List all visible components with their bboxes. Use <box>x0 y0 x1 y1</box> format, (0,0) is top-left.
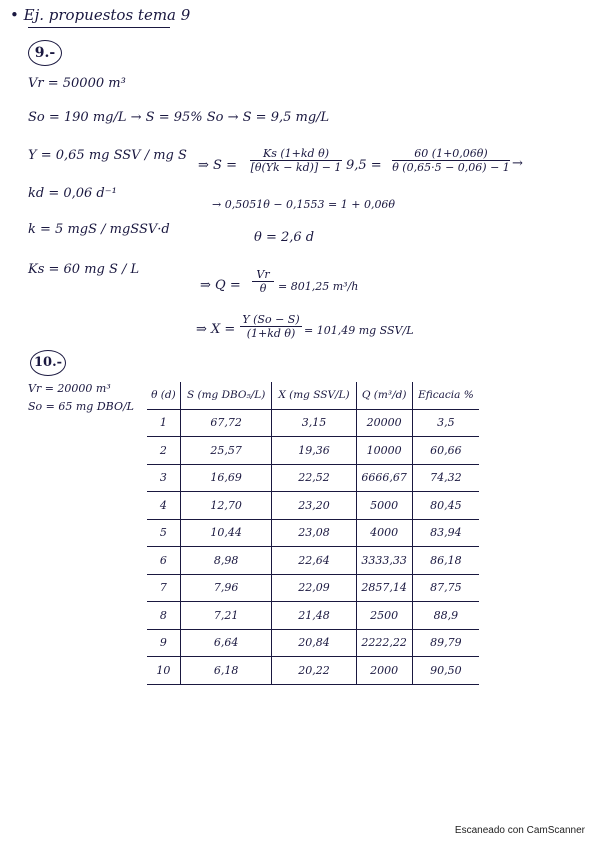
ex9-kd: kd = 0,06 d⁻¹ <box>28 186 117 201</box>
table-cell: 6,18 <box>180 657 272 685</box>
table-row <box>147 409 479 437</box>
x-lhs: ⇒ X = <box>196 322 236 337</box>
table-cell: 20,84 <box>272 629 356 657</box>
table-cell: 10000 <box>356 437 412 465</box>
ex9-ks: Ks = 60 mg S / L <box>28 262 140 277</box>
exercise-9-number: 9.- <box>28 40 62 66</box>
table-cell: 5 <box>147 519 180 547</box>
col-header-efficacy: Eficacia % <box>412 382 479 409</box>
q-result: = 801,25 m³/h <box>278 280 359 293</box>
table-cell: 6,64 <box>180 629 272 657</box>
table-cell: 20000 <box>356 409 412 437</box>
table-cell: 88,9 <box>412 602 479 630</box>
col-header-s: S (mg DBO₅/L) <box>180 382 272 409</box>
table-row <box>147 437 479 465</box>
table-cell: 8 <box>147 602 180 630</box>
q-fraction <box>252 268 274 295</box>
table-cell: 2500 <box>356 602 412 630</box>
table-cell: 4000 <box>356 519 412 547</box>
table-row <box>147 657 479 685</box>
col-header-theta: θ (d) <box>147 382 180 409</box>
x-fraction <box>240 313 302 340</box>
col-header-x: X (mg SSV/L) <box>272 382 356 409</box>
table-cell: 74,32 <box>412 464 479 492</box>
table-cell: 83,94 <box>412 519 479 547</box>
s-substitution-denominator: θ (0,65·5 − 0,06) − 1 <box>392 161 510 175</box>
table-cell: 16,69 <box>180 464 272 492</box>
table-cell: 5000 <box>356 492 412 520</box>
table-cell: 21,48 <box>272 602 356 630</box>
table-cell: 60,66 <box>412 437 479 465</box>
table-row <box>147 602 479 630</box>
results-table <box>147 382 479 685</box>
table-header-row <box>147 382 479 409</box>
table-cell: 89,79 <box>412 629 479 657</box>
table-cell: 25,57 <box>180 437 272 465</box>
x-result: = 101,49 mg SSV/L <box>304 324 414 337</box>
ex9-vr: Vr = 50000 m³ <box>28 76 126 91</box>
table-body <box>147 409 479 684</box>
table-cell: 10,44 <box>180 519 272 547</box>
table-cell: 87,75 <box>412 574 479 602</box>
table-cell: 6 <box>147 547 180 575</box>
theta-result: θ = 2,6 d <box>254 230 315 245</box>
table-cell: 12,70 <box>180 492 272 520</box>
s-formula-lhs: ⇒ S = <box>198 158 237 173</box>
table-cell: 9 <box>147 629 180 657</box>
arrow-right-icon: → <box>512 156 523 171</box>
table-cell: 67,72 <box>180 409 272 437</box>
s-formula-fraction <box>250 147 342 174</box>
table-row <box>147 519 479 547</box>
table-row <box>147 629 479 657</box>
table-row <box>147 574 479 602</box>
ex9-y: Y = 0,65 mg SSV / mg S <box>28 148 187 163</box>
table-cell: 86,18 <box>412 547 479 575</box>
x-denominator: (1+kd θ) <box>246 327 296 341</box>
s-substitution-eq: 9,5 = <box>346 158 382 173</box>
table-cell: 8,98 <box>180 547 272 575</box>
table-cell: 2000 <box>356 657 412 685</box>
table-cell: 3 <box>147 464 180 492</box>
table-cell: 3,5 <box>412 409 479 437</box>
table-cell: 2222,22 <box>356 629 412 657</box>
scanner-watermark: Escaneado con CamScanner <box>454 825 585 836</box>
linear-equation: → 0,5051θ − 0,1553 = 1 + 0,06θ <box>212 198 396 211</box>
table-cell: 23,08 <box>272 519 356 547</box>
table-cell: 23,20 <box>272 492 356 520</box>
table-cell: 2 <box>147 437 180 465</box>
table-cell: 3,15 <box>272 409 356 437</box>
table-cell: 7 <box>147 574 180 602</box>
table-cell: 22,64 <box>272 547 356 575</box>
table-cell: 2857,14 <box>356 574 412 602</box>
ex10-vr: Vr = 20000 m³ <box>28 382 111 395</box>
table-cell: 20,22 <box>272 657 356 685</box>
s-substitution-fraction <box>392 147 510 174</box>
table-cell: 4 <box>147 492 180 520</box>
table-row <box>147 464 479 492</box>
table-cell: 7,96 <box>180 574 272 602</box>
ex9-k: k = 5 mgS / mgSSV·d <box>28 222 170 237</box>
table-cell: 10 <box>147 657 180 685</box>
q-lhs: ⇒ Q = <box>200 278 241 293</box>
s-substitution-numerator: 60 (1+0,06θ) <box>392 147 510 161</box>
x-numerator: Y (So − S) <box>240 313 302 327</box>
page-title: • Ej. propuestos tema 9 <box>10 6 191 24</box>
table-cell: 19,36 <box>272 437 356 465</box>
q-numerator: Vr <box>252 268 274 282</box>
table-cell: 22,09 <box>272 574 356 602</box>
table-cell: 80,45 <box>412 492 479 520</box>
col-header-q: Q (m³/d) <box>356 382 412 409</box>
s-formula-denominator: [θ(Yk − kd)] − 1 <box>250 161 342 175</box>
s-formula-numerator: Ks (1+kd θ) <box>250 147 342 161</box>
exercise-10-number: 10.- <box>30 350 66 376</box>
table-cell: 7,21 <box>180 602 272 630</box>
table-row <box>147 547 479 575</box>
table-cell: 22,52 <box>272 464 356 492</box>
table-cell: 6666,67 <box>356 464 412 492</box>
table-cell: 1 <box>147 409 180 437</box>
table-cell: 90,50 <box>412 657 479 685</box>
ex10-so: So = 65 mg DBO/L <box>28 400 134 413</box>
table-cell: 3333,33 <box>356 547 412 575</box>
ex9-so: So = 190 mg/L → S = 95% So → S = 9,5 mg/L <box>28 110 330 125</box>
table-row <box>147 492 479 520</box>
title-underline <box>28 27 170 28</box>
q-denominator: θ <box>259 282 267 296</box>
